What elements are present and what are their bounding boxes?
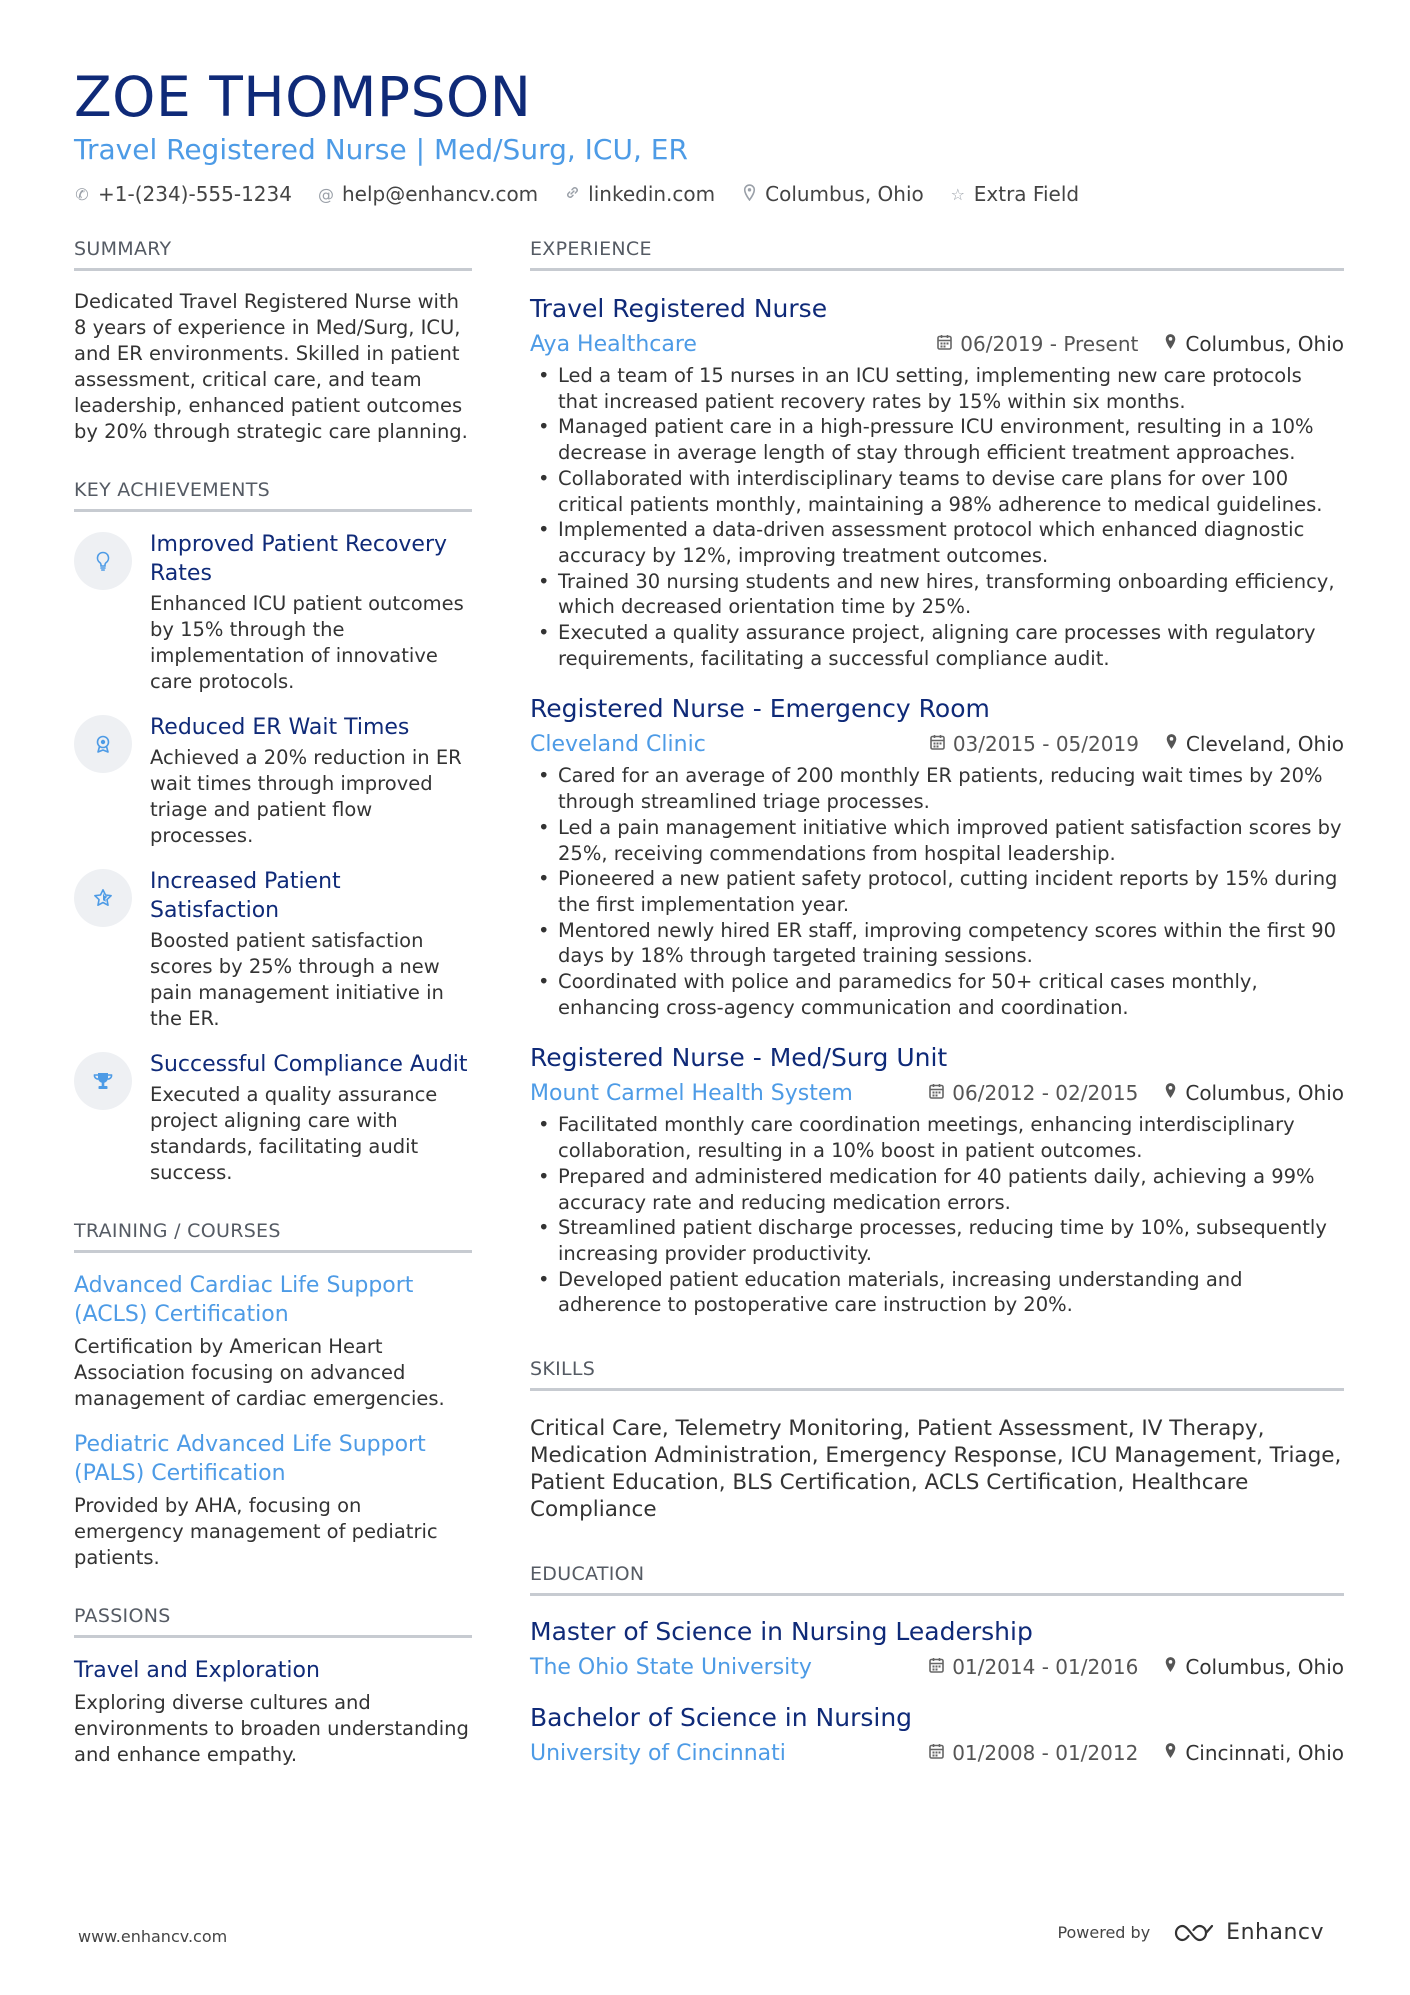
contact-extra — [950, 182, 1079, 206]
job-date-text: 03/2015 - 05/2019 — [952, 732, 1139, 757]
achievement-body — [150, 530, 472, 695]
passions-heading: PASSIONS — [74, 1605, 472, 1638]
job-company: Aya Healthcare — [530, 331, 697, 357]
course-title: Advanced Cardiac Life Support (ACLS) Certification — [74, 1273, 414, 1327]
calendar-icon — [937, 334, 952, 355]
job-date — [929, 1081, 1138, 1105]
job-bullets — [530, 763, 1344, 1020]
education-location-text: Cincinnati, Ohio — [1185, 1741, 1344, 1766]
education-meta — [530, 1738, 1344, 1768]
contact-location — [741, 182, 924, 206]
location-icon — [1164, 1656, 1177, 1678]
achievements-heading: KEY ACHIEVEMENTS — [74, 479, 472, 512]
contact-location-text: Columbus, Ohio — [765, 182, 924, 206]
achievement-desc: Enhanced ICU patient outcomes by 15% through the implementation of innovative care protocols. — [150, 592, 464, 693]
achievement-body — [150, 713, 472, 849]
job-bullet: • Led a team of 15 nurses in an ICU setting, implementing new care protocols that increased patient recovery rates by 15% within six months. — [530, 363, 1344, 414]
education-meta — [530, 1652, 1344, 1682]
trophy-icon — [74, 1052, 132, 1110]
footer-branding — [1057, 1920, 1324, 1945]
job-bullet: • Implemented a data-driven assessment protocol which enhanced diagnostic accuracy by 12%, improving treatment outcomes. — [530, 517, 1344, 568]
course-item — [74, 1271, 472, 1412]
lightbulb-icon — [74, 532, 132, 590]
job-bullet: • Facilitated monthly care coordination meetings, enhancing interdisciplinary collaboration, resulting in a 10% boost in patient outcomes. — [530, 1112, 1344, 1163]
infinity-icon — [1172, 1921, 1216, 1945]
job-meta — [530, 1078, 1344, 1108]
job-bullet: • Coordinated with police and paramedics for 50+ critical cases monthly, enhancing cross-agency communication and coordination. — [530, 969, 1344, 1020]
achievement-body — [150, 1050, 472, 1186]
job-title: Travel Registered Nurse — [530, 294, 828, 323]
education-heading: EDUCATION — [530, 1563, 1344, 1596]
achievement-item — [74, 1050, 472, 1186]
skills-text: Critical Care, Telemetry Monitoring, Patient Assessment, IV Therapy, Medication Administration, Emergency Response, ICU Management, Triage, Patient Education, BLS Certification, ACLS Certification, Healthcare Compliance — [530, 1416, 1342, 1523]
achievement-item — [74, 713, 472, 849]
achievement-title: Improved Patient Recovery Rates — [150, 532, 448, 586]
contact-phone — [74, 182, 292, 206]
location-icon — [741, 184, 757, 205]
calendar-icon — [930, 734, 945, 755]
contact-extra-text: Extra Field — [973, 182, 1080, 206]
job-date — [937, 332, 1138, 356]
job-location-text: Cleveland, Ohio — [1185, 732, 1344, 757]
education-entry — [530, 1616, 1344, 1682]
job-bullets — [530, 1112, 1344, 1318]
achievements-section — [74, 479, 472, 1186]
achievement-desc: Boosted patient satisfaction scores by 25% through a new pain management initiative in the ER. — [150, 929, 444, 1030]
achievement-title: Reduced ER Wait Times — [150, 715, 410, 740]
at-icon: @ — [317, 184, 334, 204]
job-bullet: • Pioneered a new patient safety protocol, cutting incident reports by 15% during the first implementation year. — [530, 866, 1344, 917]
training-section — [74, 1220, 472, 1571]
right-column — [530, 238, 1344, 1802]
contact-linkedin[interactable] — [564, 182, 715, 206]
star-icon: ☆ — [950, 184, 965, 204]
job-title: Registered Nurse - Emergency Room — [530, 694, 990, 724]
job-company: Cleveland Clinic — [530, 731, 706, 757]
passion-title: Travel and Exploration — [74, 1658, 320, 1683]
achievement-desc: Executed a quality assurance project aligning care with standards, facilitating audit success. — [150, 1083, 438, 1184]
summary-text: Dedicated Travel Registered Nurse with 8 years of experience in Med/Surg, ICU, and ER environments. Skilled in patient assessment, critical care, and team leadership, enhanced patient outcomes by 20% through strategic care planning. — [74, 290, 468, 443]
location-icon — [1164, 1742, 1177, 1764]
achievement-title: Successful Compliance Audit — [150, 1052, 468, 1077]
job-date — [930, 732, 1139, 756]
summary-heading: SUMMARY — [74, 238, 472, 271]
job-bullet: • Streamlined patient discharge processes, reducing time by 10%, subsequently increasing provider productivity. — [530, 1215, 1344, 1266]
job-bullet: • Executed a quality assurance project, aligning care processes with regulatory requirements, facilitating a successful compliance audit. — [530, 620, 1344, 671]
job-date-text: 06/2012 - 02/2015 — [952, 1081, 1139, 1106]
education-date — [929, 1655, 1138, 1679]
job-location — [1164, 332, 1344, 356]
education-date — [929, 1741, 1138, 1765]
job-bullets — [530, 363, 1344, 671]
brand-logo[interactable] — [1172, 1920, 1324, 1945]
education-degree: Bachelor of Science in Nursing — [530, 1703, 913, 1733]
job-meta — [530, 729, 1344, 759]
contact-linkedin-text[interactable]: linkedin.com — [588, 182, 716, 206]
education-location — [1164, 1741, 1344, 1765]
contact-email-text[interactable]: help@enhancv.com — [341, 182, 539, 206]
job-bullet: • Prepared and administered medication for 40 patients daily, achieving a 99% accuracy rate and reducing medication errors. — [530, 1164, 1344, 1215]
education-location — [1164, 1655, 1344, 1679]
resume-header — [74, 64, 1344, 206]
education-location-text: Columbus, Ohio — [1185, 1655, 1344, 1680]
calendar-icon — [929, 1743, 944, 1764]
education-degree: Master of Science in Nursing Leadership — [530, 1617, 1033, 1647]
achievement-item — [74, 530, 472, 695]
course-title: Pediatric Advanced Life Support (PALS) Certification — [74, 1432, 426, 1486]
job-bullet: • Developed patient education materials, increasing understanding and adherence to postoperative care instruction by 20%. — [530, 1267, 1344, 1318]
contact-phone-text: +1-(234)-555-1234 — [98, 182, 292, 206]
achievement-desc: Achieved a 20% reduction in ER wait times through improved triage and patient flow processes. — [150, 746, 462, 847]
contact-row — [74, 182, 1344, 206]
training-heading: TRAINING / COURSES — [74, 1220, 472, 1253]
location-icon — [1164, 1082, 1177, 1104]
calendar-icon — [929, 1083, 944, 1104]
job-bullet: • Trained 30 nursing students and new hires, transforming onboarding efficiency, which decreased orientation time by 25%. — [530, 569, 1344, 620]
passions-section — [74, 1605, 472, 1768]
left-column — [74, 238, 472, 1802]
job-location-text: Columbus, Ohio — [1185, 1081, 1344, 1106]
job-bullet: • Mentored newly hired ER staff, improving competency scores within the first 90 days by 18% through targeted training sessions. — [530, 918, 1344, 969]
calendar-icon — [929, 1657, 944, 1678]
education-school: The Ohio State University — [530, 1654, 812, 1680]
link-icon — [564, 185, 580, 204]
job-bullet: • Collaborated with interdisciplinary teams to devise care plans for over 100 critical patients monthly, maintaining a 98% adherence to medical guidelines. — [530, 466, 1344, 517]
achievement-body — [150, 867, 472, 1032]
achievement-item — [74, 867, 472, 1032]
education-entry — [530, 1702, 1344, 1768]
summary-section — [74, 238, 472, 445]
course-desc: Certification by American Heart Association focusing on advanced management of cardiac emergencies. — [74, 1335, 445, 1410]
contact-email[interactable] — [318, 182, 538, 206]
job-location-text: Columbus, Ohio — [1185, 332, 1344, 356]
job-location — [1165, 732, 1344, 756]
job-entry — [530, 1042, 1344, 1318]
course-desc: Provided by AHA, focusing on emergency management of pediatric patients. — [74, 1494, 438, 1569]
job-meta — [530, 329, 1344, 359]
experience-heading: EXPERIENCE — [530, 238, 1344, 271]
location-icon — [1165, 733, 1178, 755]
education-section — [530, 1563, 1344, 1768]
star-icon — [74, 869, 132, 927]
job-location — [1164, 1081, 1344, 1105]
achievement-title: Increased Patient Satisfaction — [150, 869, 341, 923]
experience-section — [530, 238, 1344, 1318]
job-bullet: • Managed patient care in a high-pressure ICU environment, resulting in a 10% decrease in average length of stay through efficient treatment approaches. — [530, 414, 1344, 465]
medal-icon — [74, 715, 132, 773]
job-date-text: 06/2019 - Present — [960, 332, 1139, 356]
job-bullet: • Cared for an average of 200 monthly ER patients, reducing wait times by 20% through streamlined triage processes. — [530, 763, 1344, 814]
job-company: Mount Carmel Health System — [530, 1080, 853, 1106]
course-item — [74, 1430, 472, 1571]
job-bullet: • Led a pain management initiative which improved patient satisfaction scores by 25%, receiving commendations from hospital leadership. — [530, 815, 1344, 866]
location-icon — [1164, 333, 1177, 355]
job-title: Registered Nurse - Med/Surg Unit — [530, 1043, 948, 1073]
education-date-text: 01/2014 - 01/2016 — [952, 1655, 1139, 1680]
brand-name: Enhancv — [1226, 1920, 1324, 1945]
candidate-headline: Travel Registered Nurse | Med/Surg, ICU, ER — [74, 133, 688, 166]
job-entry — [530, 293, 1344, 671]
skills-section — [530, 1358, 1344, 1523]
education-date-text: 01/2008 - 01/2012 — [952, 1741, 1139, 1766]
education-school: University of Cincinnati — [530, 1740, 786, 1766]
passion-desc: Exploring diverse cultures and environments to broaden understanding and enhance empathy. — [74, 1691, 469, 1766]
job-entry — [530, 693, 1344, 1020]
footer-website[interactable]: www.enhancv.com — [78, 1927, 228, 1946]
powered-by-label: Powered by — [1057, 1923, 1151, 1942]
phone-icon: ✆ — [75, 184, 89, 204]
candidate-name: ZOE THOMPSON — [74, 65, 532, 129]
skills-heading: SKILLS — [530, 1358, 1344, 1391]
